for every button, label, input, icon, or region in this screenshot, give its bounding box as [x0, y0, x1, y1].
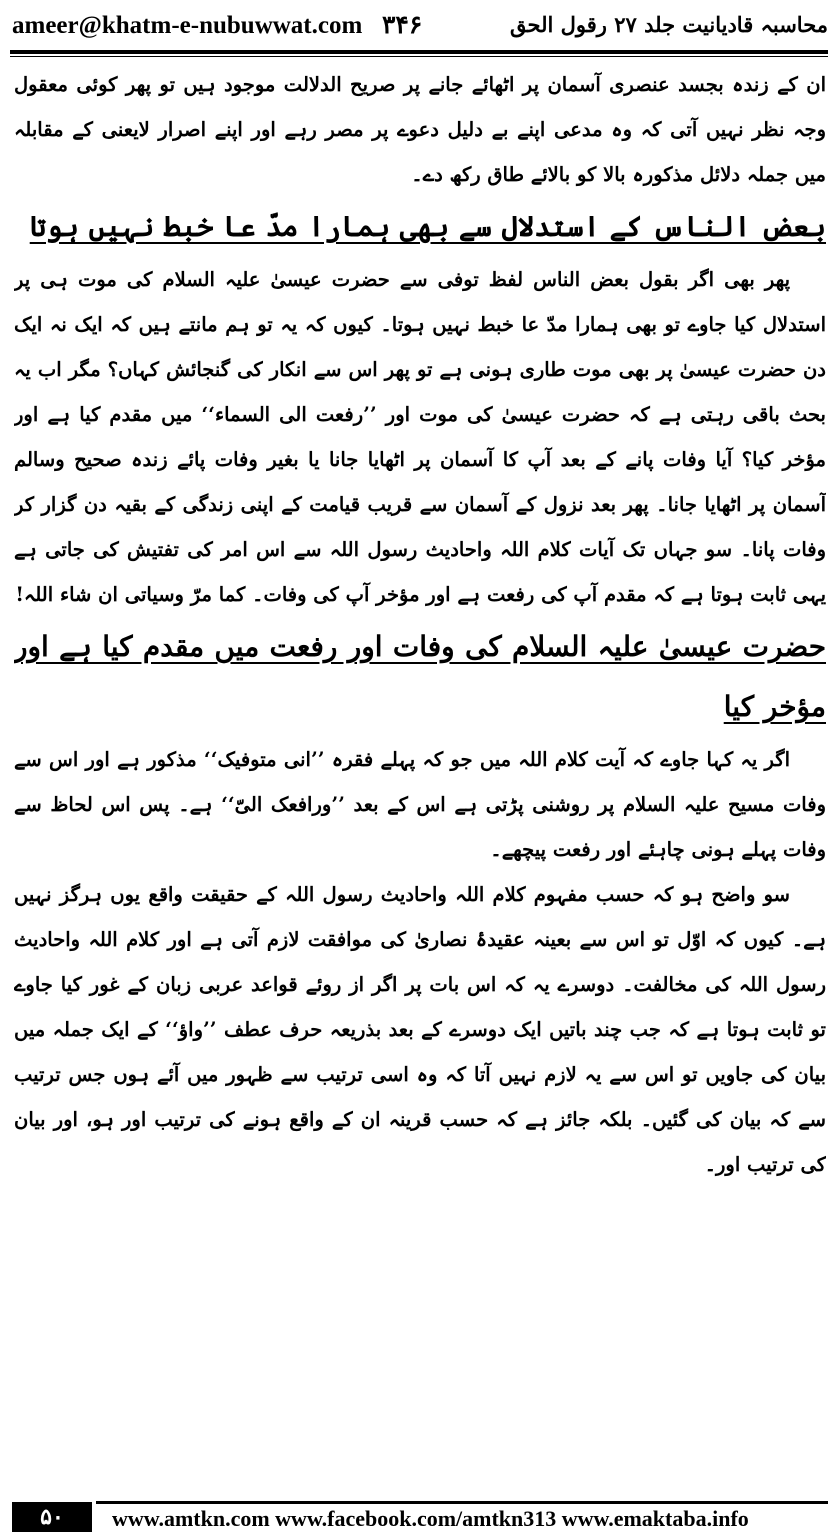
header-page-number: ۳۴۶: [382, 10, 423, 39]
header-divider: [10, 50, 828, 54]
page-header: [0, 0, 840, 52]
page-footer: [0, 1496, 840, 1540]
section-heading: حضرت عیسیٰ علیہ السلام کی وفات اور رفعت میں مقدم کیا ہے اور مؤخر کیا: [14, 630, 826, 723]
body-paragraph: ان کے زندہ بجسد عنصری آسمان پر اٹھائے جانے پر صریح الدلالت موجود ہیں تو پھر کوئی معقول وجہ نظر نہیں آتی کہ وہ مدعی اپنے بے دلیل دعوے پر مصر رہے اور اپنے اصرار لایعنی کے مقابلہ میں جملہ دلائل مذکورہ بالا کو بالائے طاق رکھ دے۔: [14, 73, 826, 186]
body-paragraph: اگر یہ کہا جاوے کہ آیت کلام اللہ میں جو کہ پہلے فقرہ ’’انی متوفیک‘‘ مذکور ہے اور اس سے وفات مسیح علیہ السلام پر روشنی پڑتی ہے اس کے بعد ’’ورافعک الیّ‘‘ ہے۔ پس اس لحاظ سے وفات پہلے ہونی چاہئے اور رفعت پیچھے۔: [14, 748, 826, 861]
footer-divider: [96, 1501, 828, 1504]
header-divider-thin: [10, 56, 828, 57]
body-paragraph: پھر بھی اگر بقول بعض الناس لفظ توفی سے حضرت عیسیٰ علیہ السلام کی موت ہی پر استدلال کیا جاوے تو بھی ہمارا مدّ عا خبط نہیں ہوتا۔ کیوں کہ یہ تو ہم مانتے ہیں کہ ایک نہ ایک دن حضرت عیسیٰ پر بھی موت طاری ہونی ہے تو پھر اس سے انکار کی گنجائش کہاں؟ مگر اب یہ بحث باقی رہتی ہے کہ حضرت عیسیٰ کی موت اور ’’رفعت الی السماء‘‘ میں مقدم کیا ہے اور مؤخر کیا؟ آیا وفات پانے کے بعد آپ کا آسمان پر اٹھایا جانا یا بغیر وفات پائے زندہ صحیح وسالم آسمان پر اٹھایا جانا۔ پھر بعد نزول کے آسمان سے قریب قیامت کے اپنی زندگی کے بقیہ دن گزار کر وفات پانا۔ سو جہاں تک آیات کلام اللہ واحادیث رسول اللہ سے اس امر کی تفتیش کی جاتی ہے یہی ثابت ہوتا ہے کہ مقدم آپ کی رفعت ہے اور مؤخر آپ کی وفات۔ کما مرّ وسیاتی ان شاء اللہ!: [14, 268, 826, 606]
section-heading: بعض الناس کے استدلال سے بھی ہمارا مدّ عا خبط نہیں ہوتا: [29, 210, 826, 243]
body-paragraph: سو واضح ہو کہ حسب مفہوم کلام اللہ واحادیث رسول اللہ کے حقیقت واقع یوں ہرگز نہیں ہے۔ کیوں کہ اوّل تو اس سے بعینہ عقیدۂ نصاریٰ کی موافقت لازم آتی ہے اور کلام اللہ واحادیث رسول اللہ کی مخالفت۔ دوسرے یہ کہ اس بات پر اگر از روئے قواعد عربی زبان کے غور کیا جاوے تو ثابت ہوتا ہے کہ جب چند باتیں ایک دوسرے کے بعد بذریعہ حرف عطف ’’واؤ‘‘ کے ایک جملہ میں بیان کی جاویں تو اس سے یہ لازم نہیں آتا کہ وہ اسی ترتیب سے ظہور میں آئے ہوں جس ترتیب سے کہ بیان کی گئیں۔ بلکہ جائز ہے کہ حسب قرینہ ان کے واقع ہونے کی ترتیب اور ہو، اور بیان کی ترتیب اور۔: [14, 883, 826, 1176]
header-email: ameer@khatm-e-nubuwwat.com: [12, 12, 363, 39]
header-book-title: محاسبہ قادیانیت جلد ۲۷ رقول الحق: [510, 12, 828, 37]
page-body: [14, 62, 826, 1492]
footer-urls: www.amtkn.com www.facebook.com/amtkn313 www.emaktaba.info: [112, 1506, 749, 1531]
footer-page-number: ۵۰: [12, 1502, 92, 1532]
